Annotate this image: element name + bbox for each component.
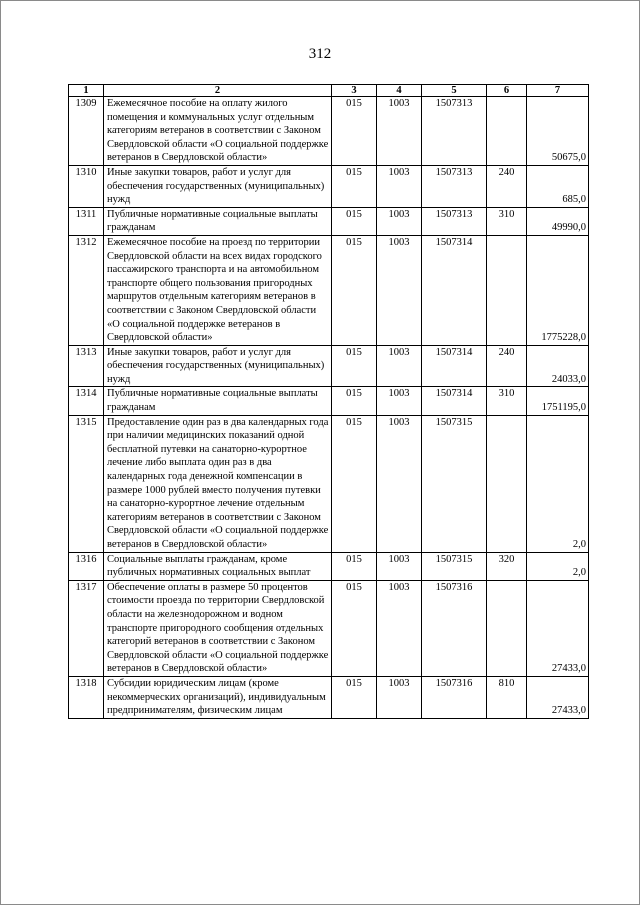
- row-col3: 015: [332, 580, 377, 676]
- budget-table: [68, 84, 589, 719]
- row-col4: 1003: [377, 235, 422, 345]
- row-amount: 1775228,0: [527, 235, 589, 345]
- column-header: 5: [422, 85, 487, 97]
- row-amount: 1751195,0: [527, 387, 589, 415]
- row-number: 1316: [69, 552, 104, 580]
- row-col6: 320: [487, 552, 527, 580]
- row-col4: 1003: [377, 207, 422, 235]
- table-row: [69, 676, 589, 718]
- row-col4: 1003: [377, 165, 422, 207]
- row-col5: 1507315: [422, 552, 487, 580]
- row-col4: 1003: [377, 580, 422, 676]
- row-col3: 015: [332, 207, 377, 235]
- row-col5: 1507313: [422, 207, 487, 235]
- row-description: Иные закупки товаров, работ и услуг для обеспечения государственных (муниципальных) нужд: [104, 345, 332, 387]
- row-col3: 015: [332, 552, 377, 580]
- row-col6: 240: [487, 345, 527, 387]
- row-amount: 49990,0: [527, 207, 589, 235]
- row-description: Ежемесячное пособие на проезд по территории Свердловской области на всех видах городского пассажирского транспорта и на автомобильном транспорте общего пользования пригородных маршрутов отдельным категориям ветеранов в соответствии с Законом Свердловской области «О социальной поддержке ветеранов в Свердловской области»: [104, 235, 332, 345]
- row-col3: 015: [332, 97, 377, 166]
- row-amount: 685,0: [527, 165, 589, 207]
- row-amount: 27433,0: [527, 580, 589, 676]
- column-header: 6: [487, 85, 527, 97]
- row-description: Публичные нормативные социальные выплаты гражданам: [104, 387, 332, 415]
- row-number: 1314: [69, 387, 104, 415]
- table-row: [69, 552, 589, 580]
- row-col6: [487, 235, 527, 345]
- row-number: 1310: [69, 165, 104, 207]
- row-number: 1311: [69, 207, 104, 235]
- row-col5: 1507314: [422, 235, 487, 345]
- row-col5: 1507315: [422, 415, 487, 552]
- page-number: 312: [308, 46, 332, 62]
- row-description: Иные закупки товаров, работ и услуг для обеспечения государственных (муниципальных) нужд: [104, 165, 332, 207]
- row-col3: 015: [332, 345, 377, 387]
- column-header: 1: [69, 85, 104, 97]
- row-col4: 1003: [377, 676, 422, 718]
- column-header: 4: [377, 85, 422, 97]
- row-amount: 50675,0: [527, 97, 589, 166]
- table-row: [69, 345, 589, 387]
- row-col4: 1003: [377, 415, 422, 552]
- row-col6: [487, 415, 527, 552]
- row-col5: 1507316: [422, 676, 487, 718]
- row-col5: 1507314: [422, 345, 487, 387]
- row-description: Социальные выплаты гражданам, кроме публичных нормативных социальных выплат: [104, 552, 332, 580]
- row-col4: 1003: [377, 387, 422, 415]
- row-description: Субсидии юридическим лицам (кроме некоммерческих организаций), индивидуальным предпринимателям, физическим лицам: [104, 676, 332, 718]
- row-col3: 015: [332, 165, 377, 207]
- column-header: 7: [527, 85, 589, 97]
- table-row: [69, 235, 589, 345]
- row-col3: 015: [332, 415, 377, 552]
- row-description: Предоставление один раз в два календарных года при наличии медицинских показаний одной бесплатной путевки на санаторно-курортное лечение либо выплата один раз в два календарных года денежной компенсации в размере 1000 рублей вместо получения путевки на санаторно-курортное лечение отдельным категориям ветеранов в соответствии с Законом Свердловской области «О социальной поддержке ветеранов в Свердловской области»: [104, 415, 332, 552]
- row-col5: 1507316: [422, 580, 487, 676]
- row-number: 1309: [69, 97, 104, 166]
- row-col6: 810: [487, 676, 527, 718]
- row-number: 1315: [69, 415, 104, 552]
- row-description: Обеспечение оплаты в размере 50 процентов стоимости проезда по территории Свердловской области на железнодорожном и водном транспорте пригородного сообщения отдельных категорий ветеранов в соответствии с Законом Свердловской области «О социальной поддержке ветеранов в Свердловской области»: [104, 580, 332, 676]
- row-number: 1317: [69, 580, 104, 676]
- row-amount: 27433,0: [527, 676, 589, 718]
- table-row: [69, 415, 589, 552]
- row-amount: 2,0: [527, 415, 589, 552]
- row-col6: 310: [487, 387, 527, 415]
- row-col6: 310: [487, 207, 527, 235]
- row-amount: 2,0: [527, 552, 589, 580]
- row-col6: [487, 97, 527, 166]
- row-col5: 1507314: [422, 387, 487, 415]
- row-amount: 24033,0: [527, 345, 589, 387]
- row-col5: 1507313: [422, 97, 487, 166]
- table-row: [69, 387, 589, 415]
- table-row: [69, 207, 589, 235]
- row-number: 1312: [69, 235, 104, 345]
- row-description: Ежемесячное пособие на оплату жилого помещения и коммунальных услуг отдельным категориям ветеранов в соответствии с Законом Свердловской области «О социальной поддержке ветеранов в Свердловской области»: [104, 97, 332, 166]
- row-col6: [487, 580, 527, 676]
- row-col5: 1507313: [422, 165, 487, 207]
- header-row: [69, 85, 589, 97]
- table-row: [69, 580, 589, 676]
- column-header: 2: [104, 85, 332, 97]
- row-col4: 1003: [377, 552, 422, 580]
- row-col6: 240: [487, 165, 527, 207]
- table-row: [69, 165, 589, 207]
- row-description: Публичные нормативные социальные выплаты гражданам: [104, 207, 332, 235]
- row-number: 1313: [69, 345, 104, 387]
- row-col3: 015: [332, 676, 377, 718]
- table-row: [69, 97, 589, 166]
- row-col3: 015: [332, 387, 377, 415]
- column-header: 3: [332, 85, 377, 97]
- row-col3: 015: [332, 235, 377, 345]
- row-col4: 1003: [377, 345, 422, 387]
- row-number: 1318: [69, 676, 104, 718]
- row-col4: 1003: [377, 97, 422, 166]
